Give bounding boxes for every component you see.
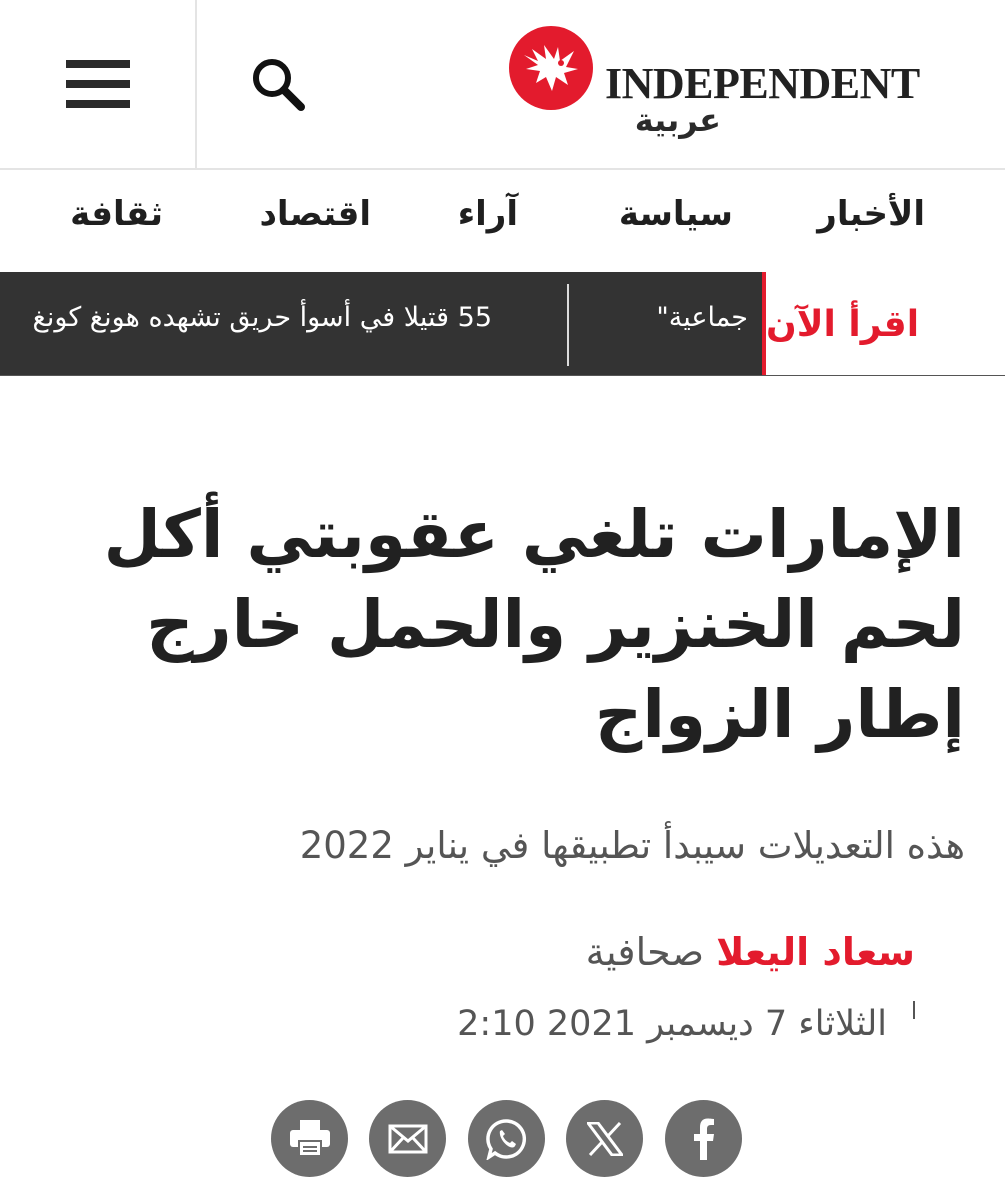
author-name-link[interactable]: سعاد اليعلا: [716, 930, 915, 974]
whatsapp-icon: [486, 1118, 528, 1160]
site-logo[interactable]: [505, 22, 975, 152]
search-icon: [250, 56, 306, 112]
ticker-headline[interactable]: 55 قتيلا في أسوأ حريق تشهده هونغ كونغ: [32, 302, 492, 333]
read-now-label[interactable]: اقرأ الآن: [766, 303, 920, 345]
date-marker: [913, 1001, 915, 1019]
article-byline: [40, 922, 915, 982]
nav-item-opinion[interactable]: آراء: [457, 194, 518, 234]
nav-item-economy[interactable]: اقتصاد: [259, 194, 371, 234]
breaking-news-ticker: [0, 272, 1005, 376]
email-icon: [388, 1124, 428, 1154]
menu-button[interactable]: [0, 0, 195, 168]
whatsapp-share-button[interactable]: [468, 1100, 545, 1177]
logo-wordmark: INDEPENDENT: [605, 59, 920, 108]
email-share-button[interactable]: [369, 1100, 446, 1177]
nav-item-culture[interactable]: ثقافة: [70, 194, 163, 234]
publish-date: الثلاثاء 7 ديسمبر 2021 2:10: [457, 1004, 887, 1044]
nav-item-news[interactable]: الأخبار: [817, 194, 925, 234]
header-divider: [195, 0, 197, 168]
facebook-share-button[interactable]: [665, 1100, 742, 1177]
article-subheadline: هذه التعديلات سيبدأ تطبيقها في يناير 2022: [299, 824, 965, 867]
header-bottom-border: [0, 168, 1005, 170]
ticker-bottom-border: [0, 375, 1005, 376]
ticker-track: [0, 272, 762, 376]
x-share-button[interactable]: [566, 1100, 643, 1177]
x-icon: [587, 1122, 623, 1156]
search-button[interactable]: [198, 0, 358, 168]
hamburger-menu-icon: [66, 60, 130, 108]
article-headline: الإمارات تلغي عقوبتي أكل لحم الخنزير والحمل خارج إطار الزواج: [103, 496, 965, 753]
logo-arabic-wordmark: عربية: [634, 101, 721, 139]
author-role: صحافية: [585, 930, 704, 974]
main-nav: [0, 172, 1005, 272]
print-icon: [290, 1120, 330, 1158]
eagle-logo-icon: [508, 25, 594, 111]
nav-item-politics[interactable]: سياسة: [618, 194, 733, 234]
ticker-separator: [567, 284, 569, 366]
site-header: [0, 0, 1005, 170]
print-button[interactable]: [271, 1100, 348, 1177]
article-dateline: [40, 996, 915, 1052]
facebook-icon: [692, 1118, 716, 1160]
ticker-headline[interactable]: جماعية": [656, 302, 748, 333]
